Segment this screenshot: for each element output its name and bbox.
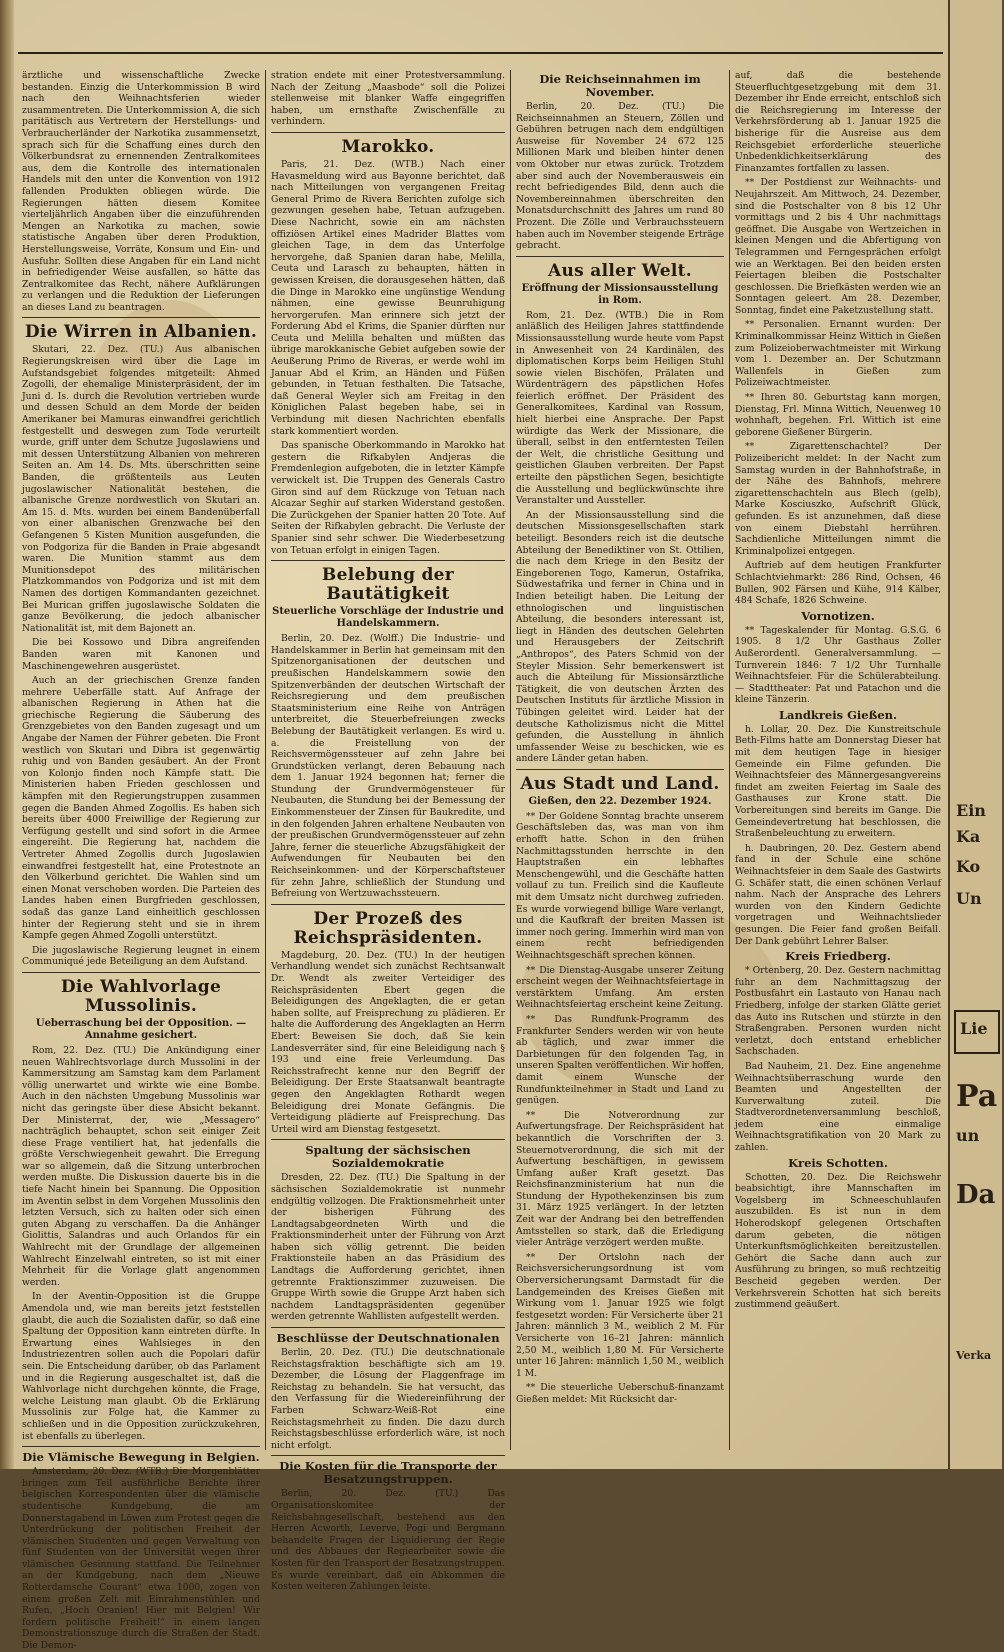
subheadline-mussolini: Ueberraschung bei der Opposition. — Annahme gesichert.	[35, 1017, 247, 1041]
fragment-text: Lie	[960, 1019, 988, 1038]
fragment-text: Un	[956, 889, 982, 908]
article-text: Paris, 21. Dez. (WTB.) Nach einer Havasmeldung wird aus Bayonne berichtet, daß nach Mitteilungen von vergangenen Freitag General Primo de Rivera Berichten zufolge sich gezwungen gesehen habe, Tetuan aufzugeben. Diese Nachricht, sowie ein am nächsten offiziösen Artikel eines Madrider Blattes vom gleichen Tage, in dem das Unterfolge hervorgehe, daß Spanien daran habe, Melilla, Ceuta und Larasch zu behaupten, hätten in gewissen Kreisen, die dorausgesehen hätten, daß die Dinge in Marokko eine ungünstige Wendung nähmen, eine gewisse Beunruhigung hervorgerufen. Man erinnere sich jetzt der Forderung Abd el Krims, die Spanier dürften nur Ceuta und Melilla behalten und müßten das übrige marokkanische Gebiet aufgeben sowie der Aeußerung Primo de Riveras, er werde wohl im Januar Abd el Krim, an Händen und Füßen gebunden, in Tetuan festhalten. Die Tatsache, daß General Weyler sich am Freitag in den Königlichen Palast begeben habe, sei in Verbindung mit diesen Nachrichten ebenfalls stark kommentiert worden.	[271, 158, 505, 437]
column-1	[22, 70, 260, 1652]
article-text: Berlin, 20. Dez. (Wolff.) Die Industrie- und Handelskammer in Berlin hat gemeinsam mit den Spitzenorganisationen der deutschen und preußischen Handelskammern sowie den Spitzenverbänden der deutschen Wirtschaft der Reichsregierung und dem preußischen Staatsministerium eine Reihe von Anträgen unterbreitet, die Steuerbefreiungen zwecks Belebung der Bautätigkeit verlangen. Es wird u. a. die Freistellung von der Reichsvermögenssteuer auf zehn Jahre bei Grundstücken verlangt, deren Bebauung nach dem 1. Januar 1924 begonnen hat; ferner die Stundung der Grundvermögensteuer für Neubauten, die Stundung bei der Bemessung der Einkommensteuer der Zinsen für Baukredite, und in den folgenden Jahren erhaltene Neubauten von der preußischen Grundvermögenssteuer auf zehn Jahre, ferner die steuerliche Abzugsfähigkeit der Aufwendungen für Neubauten bei den Reichseinkommen- und der Körperschaftsteuer für zehn Jahre, schließlich der Stundung und Befreiung von Wertzuwachssteuern.	[271, 633, 505, 900]
fragment-text: Verka	[956, 1349, 992, 1362]
article-text: ** Die Notverordnung zur Aufwertungsfrage. Der Reichspräsident hat bekanntlich die Vorschriften der 3. Steuernotverordnung, die sich mit der Aufwertung beschäftigen, in gewissem Umfang außer Kraft gesetzt. Das Reichsfinanzministerium hat nun die Stundung der Hypothekenzinsen bis zum 31. März 1925 verlängert. In der letzten Zeit war der Andrang bei den betreffenden Amtsstellen so stark, daß die Erledigung vieler Anträge verzögert werden mußte.	[516, 1109, 724, 1249]
fragment-text: un	[956, 1126, 980, 1145]
article-text: ** Ihren 80. Geburtstag kann morgen, Dienstag, Frl. Minna Wittich, Neuenweg 10 wohnhaft, begehen. Frl. Wittich ist eine geborene Gießener Bürgerin.	[735, 392, 941, 438]
article-text: ärztliche und wissenschaftliche Zwecke bestanden. Einzig die Unterkommission B wird nach den Weihnachtsferien wieder zusammentreten. Die Unterkommission A, die sich paritätisch aus Vertretern der Herstellungs- und Verbraucherländer der Narkotika zusammensetzt, sprach sich für die Schaffung eines durch den Völkerbundsrat zu ernennenden Zentralkomitees aus, dem die Kontrolle des internationalen Handels mit den unter die Konvention von 1912 fallenden Produkten obliegen würde. Die Regierungen hätten diesem Komitee vierteljährlich Angaben über die einzuführenden Mengen an Narkotika zu machen, sowie statistische Angaben über deren Produktion, Herstellungsweise, Vorräte, Konsum und Ein- und Ausfuhr. Sollten diese Angaben für ein Land nicht in befriedigender Weise ausfallen, so hätte das Zentralkomitee das Recht, nähere Aufklärungen zu verlangen und die Reduktion der Lieferungen an dieses Land zu beantragen.	[22, 70, 260, 313]
dateline: Gießen, den 22. Dezember 1924.	[528, 795, 712, 807]
subheadline-bautaetigkeit: Steuerliche Vorschläge der Industrie und Handelskammern.	[272, 606, 504, 630]
article-text: ** Die Dienstag-Ausgabe unserer Zeitung erscheint wegen der Weihnachtsfeiertage in verstärktem Umfang. Am ersten Weihnachtsfeiertag erscheint keine Zeitung.	[516, 964, 724, 1011]
headline-marokko: Marokko.	[341, 136, 435, 157]
article-text: Bad Nauheim, 21. Dez. Eine angenehme Weihnachtsüberraschung wurde den Beamten und Angestellten der Kurverwaltung zuteil. Die Stadtverordnetenversammlung beschloß, jedem eine einmalige Weihnachtsgratifikation von 20 Mark zu zahlen.	[735, 1060, 941, 1154]
article-text: Das spanische Oberkommando in Marokko hat gestern die Rifkabylen Andjeras die Fremdenlegion aufgeboten, die in letzter Kämpfe verwickelt ist. Die Truppen des Generals Castro Giron sind auf dem Rückzuge von Tetuan nach Alcazar Seghir auf starken Widerstand gestoßen. Die Zurückgehen der Spanier hatten 20 Tote. Auf Seiten der Rifkabylen gebracht. Die Verluste der Spanier sind sehr schwer. Die Wiederbesetzung von Tetuan erfolgt in einigen Tagen.	[271, 440, 505, 556]
article-text: ** Das Rundfunk-Programm des Frankfurter Senders werden wir von heute ab täglich, und zwar immer die Darbietungen für den folgenden Tag, in unseren Spalten veröffentlichen. Wir hoffen, damit einem Wunsche der Rundfunkteilnehmer in Stadt und Land zu genügen.	[516, 1013, 724, 1107]
fragment-text: Ein	[956, 801, 986, 820]
article-text: ** Der Ortslohn nach der Reichsversicherungsordnung ist vom Oberversicherungsamt Darmstadt für die Landgemeinden des Kreises Gießen mit Wirkung vom 1. Januar 1925 wie folgt festgesetzt worden: Für Versicherte über 21 Jahren: männlich 3 M., weiblich 2 M. Für Versicherte von 16–21 Jahren: männlich 2,50 M., weiblich 1,80 M. Für Versicherte unter 16 Jahren: männlich 1,50 M., weiblich 1 M.	[516, 1251, 724, 1379]
headline-kosten: Die Kosten für die Transporte der Besatzungstruppen.	[279, 1459, 497, 1487]
divider	[271, 904, 505, 905]
article-text: stration endete mit einer Protestversammlung. Nach der Zeitung „Maasbode“ soll die Polizei stellenweise mit blanker Waffe eingegriffen haben, um ernsthafte Zwischenfälle zu verhindern.	[271, 70, 505, 128]
article-text: ** Der Goldene Sonntag brachte unserem Geschäftsleben das, was man von ihm erhofft hatte. Schon in den frühen Nachmittagsstunden herrschte in den Hauptstraßen ein lebhaftes Menschengewühl, und die Geschäfte hatten vollauf zu tun. Freilich sind die Kaufleute mit dem Umsatz nicht durchweg zufrieden. Es wurde vorwiegend billige Ware verlangt, und die Kaufkraft der breiten Massen ist immer noch gering. Immerhin wird man von einem recht befriedigenden Weihnachtsgeschäft sprechen können.	[516, 810, 724, 961]
fragment-text: Da	[956, 1180, 996, 1210]
article-text: In der Aventin-Opposition ist die Gruppe Amendola und, wie man bereits jetzt feststellen glaubt, die auch die Sozialisten dafür, so daß eine Spaltung der Opposition kann eintreten dürfte. In Erwartung eines Wahlsieges in den Industriezentren sollen auch die Popolari dafür sein. Die Entscheidung darüber, ob das Parlament und in die Regierung ausgeschaltet ist, daß die Wahlvorlage nicht durchgehen könnte, die Frage, welche Leistung man glaubt. Ob die Erklärung Mussolinis zur Folge hat, die Kammer zu schließen und in die Opposition zurückzukehren, ist ebenfalls zu überlegen.	[22, 1291, 260, 1442]
headline-prozess: Der Prozeß des Reichspräsidenten.	[293, 908, 483, 948]
divider	[271, 1139, 505, 1140]
divider	[271, 1327, 505, 1328]
article-text: Skutari, 22. Dez. (TU.) Aus albanischen Regierungskreisen wird über die Lage im Aufstandsgebiet folgendes mitgeteilt: Ahmed Zogolli, der ehemalige Ministerpräsident, der im Juni d. Is. durch die Revolution vertrieben wurde und dessen Schuld an dem Morde der beiden Amerikaner bei Mamuras einwandfrei gerichtlich festgestellt und deswegen zum Tode verurteilt wurde, griff unter dem Schutze Jugoslawiens und mit dessen Unterstützung Albanien von mehreren Seiten an. Am 14. Ds. Mts. überschritten seine Banden, die größtenteils aus Leuten jugoslawischer Nationalität bestehen, die albanische Grenze nordwestlich von Skutari an. Am 15. d. Mts. wurden bei einem Bandenüberfall von einer albanischen Grenzwache bei den Gefangenen 5 Kisten Munition ausgefunden, die von Podgoriza für die Banden in Praie abgesandt waren. Die Munition stammt aus dem Munitionsdepot des militärischen Platzkommandos von Podgoriza und ist mit dem Namen des dortigen Kommandanten gezeichnet. Bei Murican griffen jugoslawische Soldaten die ganze Bevölkerung, die jedoch albanischer Nationalität ist, mit dem Bajonett an.	[22, 344, 260, 634]
article-text: Rom, 22. Dez. (TU.) Die Ankündigung einer neuen Wahlrechtsvorlage durch Mussolini in der Kammersitzung am Samstag kam dem Parlament völlig unerwartet und wirkte wie eine Bombe. Auch in den nächsten Umgebung Mussolinis war nicht das geringste über diese Absicht bekannt. Der Ministerrat, der, wie „Messagero“ nachträglich behauptet, schon seit einiger Zeit diese Frage ventiliert hat, hat jedenfalls die größte Verschwiegenheit gewahrt. Die Erregung war so allgemein, daß die Sitzung unterbrochen werden mußte. Die Diskussion dauerte bis in die tiefe Nacht hinein bei Spannung. Die Opposition im Aventin selbst in dem Vorgehen Mussolinis den letzten Versuch, sich zu halten oder sich einen guten Abgang zu verschaffen. Da die Anhänger Giolittis, Salandras und auch Orlandos für ein Wahlrecht mit der Grundlage der allgemeinen Wahlrecht Einzelwahl eintreten, so ist mit einer Mehrheit für die Vorlage glatt angenommen werden.	[22, 1044, 260, 1288]
fragment-text: Ko	[956, 857, 981, 876]
article-text: Amsterdam, 20. Dez. (WTB.) Die Morgenblätter bringen zum Teil ausführliche Berichte ihrer belgischen Korrespondenten über die vlämische studentische Kundgebung, die am Donnerstagabend in Löwen zum Protest gegen die Unterdrückung der politischen Freiheit der vlämischen Studenten und gegen Verwaltung von fünf Studenten von der Universität wegen ihrer vlämischen Gesinnung stattfand. Die Teilnehmer an der Kundgebung, nach dem „Nieuwe Rotterdamsche Courant“ etwa 1000, zogen von einem großen Zelt mit Einrahmenstühlen und Rufen, „Hoch Oranien! Hier mit Belgien! Wir fordern politische Freiheit!“ in einem langen Demonstrationszuge durch die Straßen der Stadt. Die Demon-	[22, 1466, 260, 1652]
article-text: ** Der Postdienst zur Weihnachts- und Neujahrszeit. Am Mittwoch, 24. Dezember, sind die Postschalter von 8 bis 12 Uhr vormittags und 2 bis 4 Uhr nachmittags geöffnet. Die Ausgabe von Wertzeichen in kleinen Mengen und die Abfertigung von Telegrammen und Ferngesprächen erfolgt wie an Werktagen. Bei den beiden ersten Feiertagen bleiben die Postschalter geschlossen. Die Briefkästen werden wie an Sonntagen geleert. Am 28. Dezember, Sonntag, findet eine Paketzustellung statt.	[735, 177, 941, 316]
headline-stadt-und-land: Aus Stadt und Land.	[520, 773, 720, 794]
article-text: ** Tageskalender für Montag. G.S.G. 6 1905. 8 1/2 Uhr Gasthaus Zoller Außerordentl. Generalversammlung. — Turnverein 1846: 7 1/2 Uhr Turnhalle Weihnachtsfeier. Für die Schülerabteilung. — Stadttheater: Pat und Patachon und die kleine Tänzerin.	[735, 624, 941, 706]
subheadline-missionsausstellung: Eröffnung der Missionsausstellung in Rom.	[521, 282, 719, 306]
fragment-text: Pa	[956, 1079, 998, 1114]
article-text: Rom, 21. Dez. (WTB.) Die in Rom anläßlich des Heiligen Jahres stattfindende Missionsausstellung wurde heute vom Papst in Anwesenheit von 24 Kardinälen, des diplomatischen Korps beim Heiligen Stuhl sowie vielen Bischöfen, Prälaten und Würdenträgern des päpstlichen Hofes feierlich eröffnet. Der Präsident des Generalkomitees, Kardinal van Rossum, hielt hierbei eine Ansprache. Der Papst würdigte das Werk der Missionare, die überall, selbst in den entferntesten Teilen der Welt, die christliche Gesittung und geistlichen Glauben verbreiten. Der Papst erteilte den päpstlichen Segen, besichtigte die Ausstellung und beglückwünschte ihre Veranstalter und Aussteller.	[516, 309, 724, 507]
article-text: ** Personalien. Ernannt wurden: Der Kriminalkommissar Heinz Wittich in Gießen zum Polizeioberwachtmeister mit Wirkung vom 1. Dezember an. Der Schutzmann Wallenfels in Gießen zum Polizeiwachtmeister.	[735, 319, 941, 389]
headline-deutschnational: Beschlüsse der Deutschnationalen	[276, 1331, 500, 1346]
column-divider	[729, 70, 730, 1450]
column-3	[516, 70, 724, 1458]
column-2	[271, 70, 505, 1593]
article-text: Berlin, 20. Dez. (TU.) Die deutschnationale Reichstagsfraktion beschäftigte sich am 19. Dezember, die Lösung der Flaggenfrage im Reichstag zu behandeln. Sie hat versucht, das den Verfassung für die Wiedereinführung der Farben Schwarz-Weiß-Rot eine Reichstagsmehrheit zu finden. Die dazu durch Reichstagsbeschlüsse erforderlich wäre, ist noch nicht erfolgt.	[271, 1347, 505, 1451]
article-text: An der Missionsausstellung sind die deutschen Missionsgesellschaften stark beteiligt. Besonders reich ist die deutsche Abteilung der Benediktiner von St. Ottilien, die nach dem Kriege in den Besitz der Eingeborenen Togo, Kamerun, Ostafrika, Südwestafrika und ferner in China und in Indien beteiligt haben. Die Leitung der ethnologischen und linguistischen Abteilung, die besonders interessant ist, liegt in Händen des deutschen Gelehrten und Herausgebers der Zeitschrift „Anthropos“, des Paters Schmid von der Steyler Mission. Sehr bemerkenswert ist auch die Abteilung für Missionsärztliche Tätigkeit, die von deutschen Ärzten des Deutschen Instituts für ärztliche Mission in Tübingen geleitet wird. Leider hat der deutsche Katholizismus nicht die Mittel gefunden, die Ausstellung in ähnlich umfassender Weise zu beschicken, wie es andere Länder getan haben.	[516, 509, 724, 765]
headline-vornotizen: Vornotizen.	[801, 608, 875, 623]
headline-mussolini: Die Wahlvorlage Mussolinis.	[60, 976, 222, 1016]
headline-bautaetigkeit: Belebung der Bautätigkeit	[321, 565, 455, 605]
divider	[22, 317, 260, 318]
article-text: Berlin, 20. Dez. (TU.) Das Organisationskomitee der Reichsbahngesellschaft, bestehend aus den Herren Acworth, Leverve, Pogi und Bergmann behandelte Fragen der Liquidierung der Regie und des Abbaues der Regiearbeiter sowie die Kosten für den Transport der Besatzungstruppen. Es wurde vereinbart, daß ein Abkommen die Kosten weiteren Zahlungen leiste.	[271, 1488, 505, 1593]
article-text: Auftrieb auf dem heutigen Frankfurter Schlachtviehmarkt: 286 Rind, Ochsen, 46 Bullen, 902 Färsen und Kühe, 914 Kälber, 484 Schafe, 1826 Schweine.	[735, 560, 941, 607]
divider	[22, 1446, 260, 1447]
column-4	[735, 70, 941, 1458]
article-text: Berlin, 20. Dez. (TU.) Die Reichseinnahmen an Steuern, Zöllen und Gebühren betrugen nach dem endgültigen Ausweise für November 24 672 125 Millionen Mark und bleiben hinter denen vom Oktober nur etwas zurück. Trotzdem aber sind auch der Novemberausweis ein recht befriedigendes Bild, denn auch die Novembereinnahmen überschreiten den Monatsdurchschnitt des Jahres um rund 80 Prozent. Die Zölle und Verbrauchssteuern haben auch im November steigende Erträge gebracht.	[516, 101, 724, 252]
fragment-text: Ka	[956, 827, 981, 846]
article-text: Die jugoslawische Regierung leugnet in einem Communiqué jede Beteiligung an dem Aufstand.	[22, 944, 260, 968]
divider	[271, 1455, 505, 1456]
binding-edge	[0, 0, 14, 1469]
headline-kreis-schotten: Kreis Schotten.	[788, 1155, 888, 1170]
headline-kreis-friedberg: Kreis Friedberg.	[785, 949, 891, 964]
article-text: Dresden, 22. Dez. (TU.) Die Spaltung in der sächsischen Sozialdemokratie ist nunmehr endgültig vollzogen. Die Fraktionsmehrheit unter der bisherigen Führung des Landtagsabgeordneten Wirth und die Fraktionsminderheit unter der Führung von Arzt haben sich völlig getrennt. Die beiden Fraktionsteile haben an das Präsidium des Landtags die Aufforderung gerichtet, ihnen getrennte Fraktionszimmer zuzuweisen. Die Gruppe Wirth sowie die Gruppe Arzt haben sich nachdem Landtagspräsidenten gegenüber werden getrennte Wahllisten aufgestellt werden.	[271, 1172, 505, 1323]
article-text: ** Zigarettenschachtel? Der Polizeibericht meldet: In der Nacht zum Samstag wurden in der Bahnhofstraße, in der Nähe des Bahnhofs, mehrere zigarettenschachteln aus Blech (gelb), Marke Kosciuszko, Aufschrift Glück, gefunden. Es ist anzunehmen, daß diese von einem Diebstahl herrühren. Sachdienliche Mitteilungen nimmt die Kriminalpolizei entgegen.	[735, 441, 941, 557]
article-text: ** Die steuerliche Ueberschuß-finanzamt Gießen meldet: Mit Rücksicht dar-	[516, 1382, 724, 1405]
top-rule	[18, 52, 943, 66]
article-text: h. Lollar, 20. Dez. Die Kunstreitschule Beth-Films hatte am Donnerstag Dieser hat mit dem heutigen Tage in hiesiger Gemeinde ein Filme gefunden. Die Weihnachtsfeier des Männergesangvereins findet am zweiten Feiertag im Saale des Gasthauses zur Krone statt. Die Vorbereitungen sind bereits im Gange. Die Gemeindevertretung hat beschlossen, die Straßenbeleuchtung zu erweitern.	[735, 723, 941, 840]
headline-spaltung: Spaltung der sächsischen Sozialdemokratie	[305, 1143, 471, 1171]
headline-vlaemisch: Die Vlämische Bewegung in Belgien.	[22, 1450, 260, 1465]
divider	[516, 256, 724, 257]
headline-aus-aller-welt: Aus aller Welt.	[548, 260, 692, 281]
headline-einnahmen: Die Reichseinnahmen im November.	[539, 72, 701, 99]
article-text: h. Daubringen, 20. Dez. Gestern abend fand in der Schule eine schöne Weihnachtsfeier in dem Saale des Gastwirts G. Schäfer statt, die einen schönen Verlauf nahm. Nach der Ansprache des Lehrers wurden von den Kindern Gedichte vorgetragen und Weihnachtslieder gesungen. Die Feier fand großen Beifall. Der Dank gebührt Lehrer Balser.	[735, 842, 941, 947]
article-text: Die bei Kossowo und Dibra angreifenden Banden waren mit Kanonen und Maschinengewehren ausgerüstet.	[22, 637, 260, 672]
headline-albanien: Die Wirren in Albanien.	[24, 322, 258, 343]
article-text: Auch an der griechischen Grenze fanden mehrere Ueberfälle statt. Auf Anfrage der albanischen Regierung in Athen hat die griechische Regierung die Säuberung des Grenzgebietes von den Banden zugesagt und um Angabe der Namen der Führer gebeten. Die Front westlich von Skutari und Dibra ist gegenwärtig ruhig und von Banden gesäubert. An der Front von Kolonjo finden noch Kämpfe statt. Die Ministerien haben Frieden geschlossen und kämpfen mit den Regierungstruppen zusammen gegen die Banden Ahmed Zogollis. Es haben sich bereits über 4000 Freiwillige der Regierung zur Verfügung gestellt und sind sofort in die Armee eingereiht. Die Regierung hat, nachdem die Vertreter Ahmed Zogollis durch Jugoslawien einwandfrei festgestellt hat, eine Protestnote an den Völkerbund gerichtet. Die Wahlen sind um einen Monat verschoben worden. Die Parteien des Landes haben einen Burgfrieden geschlossen, sodaß das ganze Land einheitlich geschlossen hinter der Regierung steht und sie in ihrem Kampfe gegen Ahmed Zogolli unterstützt.	[22, 675, 260, 942]
article-text: auf, daß die bestehende Steuerfluchtgesetzgebung mit dem 31. Dezember ihr Ende erreicht, entschloß sich die Reichsregierung im Interesse der Verkehrsförderung ab 1. Januar 1925 die bisherige für die Ausreise aus dem Reichsgebiet erforderliche steuerliche Unbedenklichkeitserklärung des Finanzamtes fortfallen zu lassen.	[735, 70, 941, 174]
adjacent-page-edge	[948, 0, 1002, 1469]
divider	[22, 972, 260, 973]
article-text: * Ortenberg, 20. Dez. Gestern nachmittag fuhr an dem Nachmittagszug der Postbusfahrt ein Lastauto von Hanau nach Friedberg, infolge der starken Glätte geriet das Auto ins Rutschen und stürzte in den Straßengraben. Personen wurden nicht verletzt, doch entstand erheblicher Sachschaden.	[735, 965, 941, 1058]
column-divider	[265, 70, 266, 1450]
divider	[516, 769, 724, 770]
article-text: Schotten, 20. Dez. Die Reichswehr beabsichtigt, ihre Mannschaften im Vogelsberg im Schneeschuhlaufen auszubilden. Es ist nun in dem Hoherodskopf gelegenen Ortschaften darum gebeten, die nötigen Unterkunftsmöglichkeiten bereitzustellen. Gehört die Sache dann auch zur Ausführung zu bringen, so muß rechtzeitig Bescheid gegeben werden. Der Verkehrsverein Schotten hat sich bereits zustimmend geäußert.	[735, 1171, 941, 1311]
divider	[271, 560, 505, 561]
divider	[271, 132, 505, 133]
headline-landkreis-giessen: Landkreis Gießen.	[778, 707, 898, 722]
column-divider	[510, 70, 511, 1450]
ad-box	[954, 1010, 1000, 1054]
article-text: Magdeburg, 20. Dez. (TU.) In der heutigen Verhandlung wendet sich zunächst Rechtsanwalt Dr. Wendt als zweiter Verteidiger des Reichspräsidenten Ebert gegen die Beleidigungen des Angeklagten, die er getan haben sollte, auf Freisprechung zu plädieren. Er halte die Aufforderung des Angeklagten an Herrn Ebert: Beweisen Sie doch, daß Sie kein Landesverräter sind, für eine Beleidigung nach § 193 und eine freie Verleumdung. Das Reichsstrafrecht kenne nur den Begriff der Beleidigung. Der Erste Staatsanwalt beantragte gegen den Angeklagten Rothardt wegen Beleidigung drei Monate Gefängnis. Die Verteidigung plädierte auf Freisprechung. Das Urteil wird am Dienstag festgesetzt.	[271, 949, 505, 1135]
